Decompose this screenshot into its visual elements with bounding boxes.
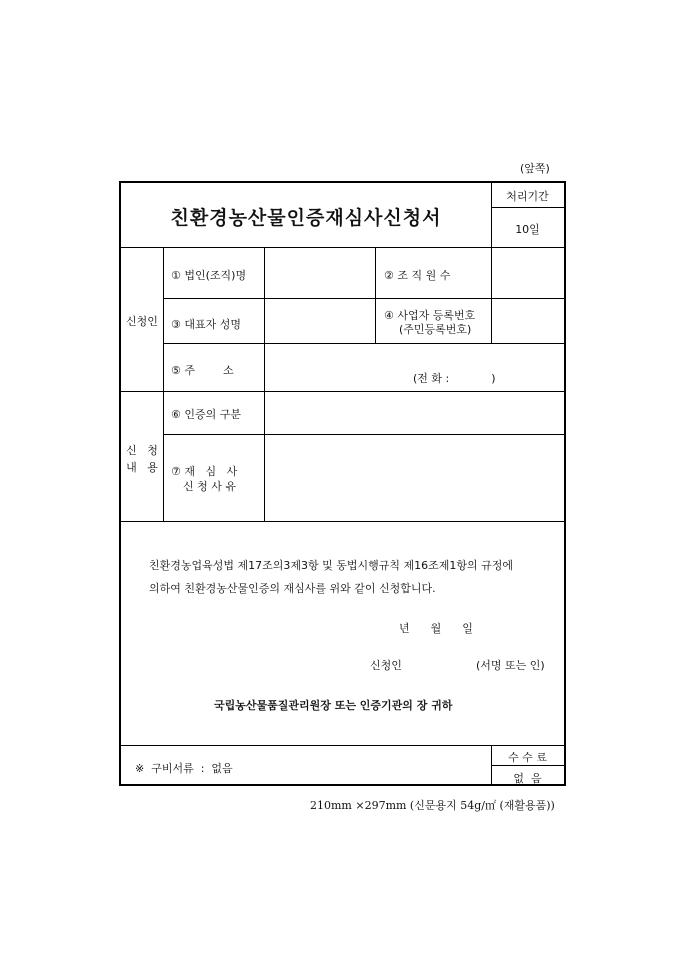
paper-spec-footnote: 210mm ×297mm (신문용지 54g/㎡ (재활용품))	[310, 799, 555, 812]
processing-period-label: 처리기간	[506, 190, 549, 203]
reason-label-2: 신 청 사 유	[183, 480, 236, 493]
divider	[375, 247, 376, 343]
addressee: 국립농산물품질관리원장 또는 인증기관의 장 귀하	[214, 699, 453, 712]
divider	[121, 391, 564, 392]
divider	[121, 521, 564, 522]
form-title: 친환경농산물인증재심사신청서	[170, 207, 442, 229]
statement-line-1: 친환경농업육성법 제17조의3제3항 및 동법시행규칙 제16조제1항의 규정에	[149, 559, 513, 572]
divider	[163, 343, 564, 344]
divider	[163, 298, 564, 299]
processing-period-value: 10일	[515, 223, 540, 236]
corp-name-label: ① 법인(조직)명	[171, 269, 247, 282]
address-label: ⑤ 주 소	[171, 364, 234, 377]
rep-name-label: ③ 대표자 성명	[171, 318, 241, 331]
divider	[121, 247, 564, 248]
front-side-label: (앞쪽)	[520, 162, 550, 175]
staff-count-label: ② 조 직 원 수	[384, 269, 451, 282]
request-section-label-2: 내 용	[126, 461, 158, 474]
statement-line-2: 의하여 친환경농산물인증의 재심사를 위와 같이 신청합니다.	[149, 582, 436, 595]
divider	[163, 434, 564, 435]
phone-label: (전 화 : )	[413, 372, 496, 385]
divider	[491, 765, 564, 766]
application-form	[119, 181, 566, 786]
signature-label: (서명 또는 인)	[476, 659, 545, 672]
reason-label-1: ⑦ 재 심 사	[171, 465, 238, 478]
divider	[163, 247, 164, 521]
required-documents: ※ 구비서류 : 없음	[135, 762, 233, 775]
fee-value: 없 음	[513, 772, 542, 785]
date-line: 년 월 일	[399, 622, 473, 635]
request-section-label-1: 신 청	[126, 444, 158, 457]
applicant-section-label: 신청인	[126, 315, 158, 328]
biz-reg-label: ④ 사업자 등록번호	[384, 309, 476, 322]
divider	[121, 745, 564, 746]
divider	[491, 247, 492, 343]
divider	[264, 247, 265, 521]
cert-type-label: ⑥ 인증의 구분	[171, 408, 241, 421]
divider	[491, 207, 564, 208]
resident-reg-label: (주민등록번호)	[399, 323, 472, 336]
fee-label: 수 수 료	[508, 751, 547, 764]
applicant-sign-label: 신청인	[370, 659, 402, 672]
